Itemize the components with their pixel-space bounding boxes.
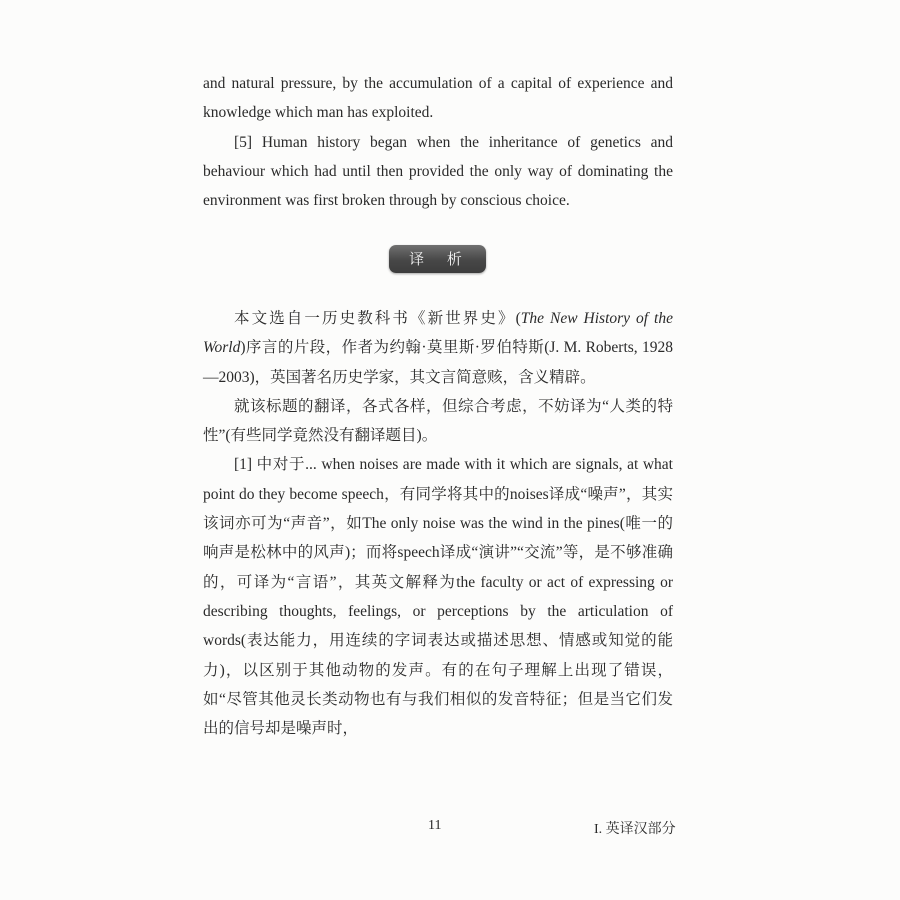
book-title: The New History of the World: [203, 310, 673, 357]
analysis-paragraph-1-rest: )序言的片段，作者为约翰·莫里斯·罗伯特斯(J. M. Roberts, 1928—2003)，英国著名历史学家，其文言简意赅，含义精辟。: [203, 339, 673, 386]
analysis-paragraph-2: 就该标题的翻译，各式各样，但综合考虑，不妨译为“人类的特性”(有些同学竟然没有翻译题目)。: [203, 397, 673, 445]
page-number: 11: [428, 818, 442, 833]
continuation-paragraph: and natural pressure, by the accumulation of a capital of experience and knowledge which man has exploited.: [203, 75, 673, 122]
analysis-paragraph-1-intro: 本文选自一历史教科书《新世界史》(: [234, 310, 521, 327]
analysis-paragraph-3: [1] 中对于... when noises are made with it which are signals, at what point do they become speech，有同学将其中的noises译成“噪声”，其实该词亦可为“声音”，如The only noise was the wind in the pines(唯一的响声是松林中的风声)；而将speech译成“演讲”“交流”等，是不够准确的，可译为“言语”，其英文解释为the faculty or act of expressing or describing thoughts, feelings, or perceptions by the articulation of words(表达能力，用连续的字词表达或描述思想、情感或知觉的能力)，以区别于其他动物的发声。有的在句子理解上出现了错误，如“尽管其他灵长类动物也有与我们相似的发音特征；但是当它们发出的信号却是噪声时，: [203, 456, 673, 738]
paragraph-5: [5] Human history began when the inheritance of genetics and behaviour which had until then provided the only way of dominating the environment was first broken through by conscious choice.: [203, 133, 673, 210]
section-heading-badge: 译 析: [389, 245, 486, 273]
analysis-paragraph-1: [203, 304, 673, 392]
top-text-block: [203, 69, 673, 215]
analysis-text-block: [203, 304, 673, 743]
section-label: I. 英译汉部分: [594, 822, 676, 837]
